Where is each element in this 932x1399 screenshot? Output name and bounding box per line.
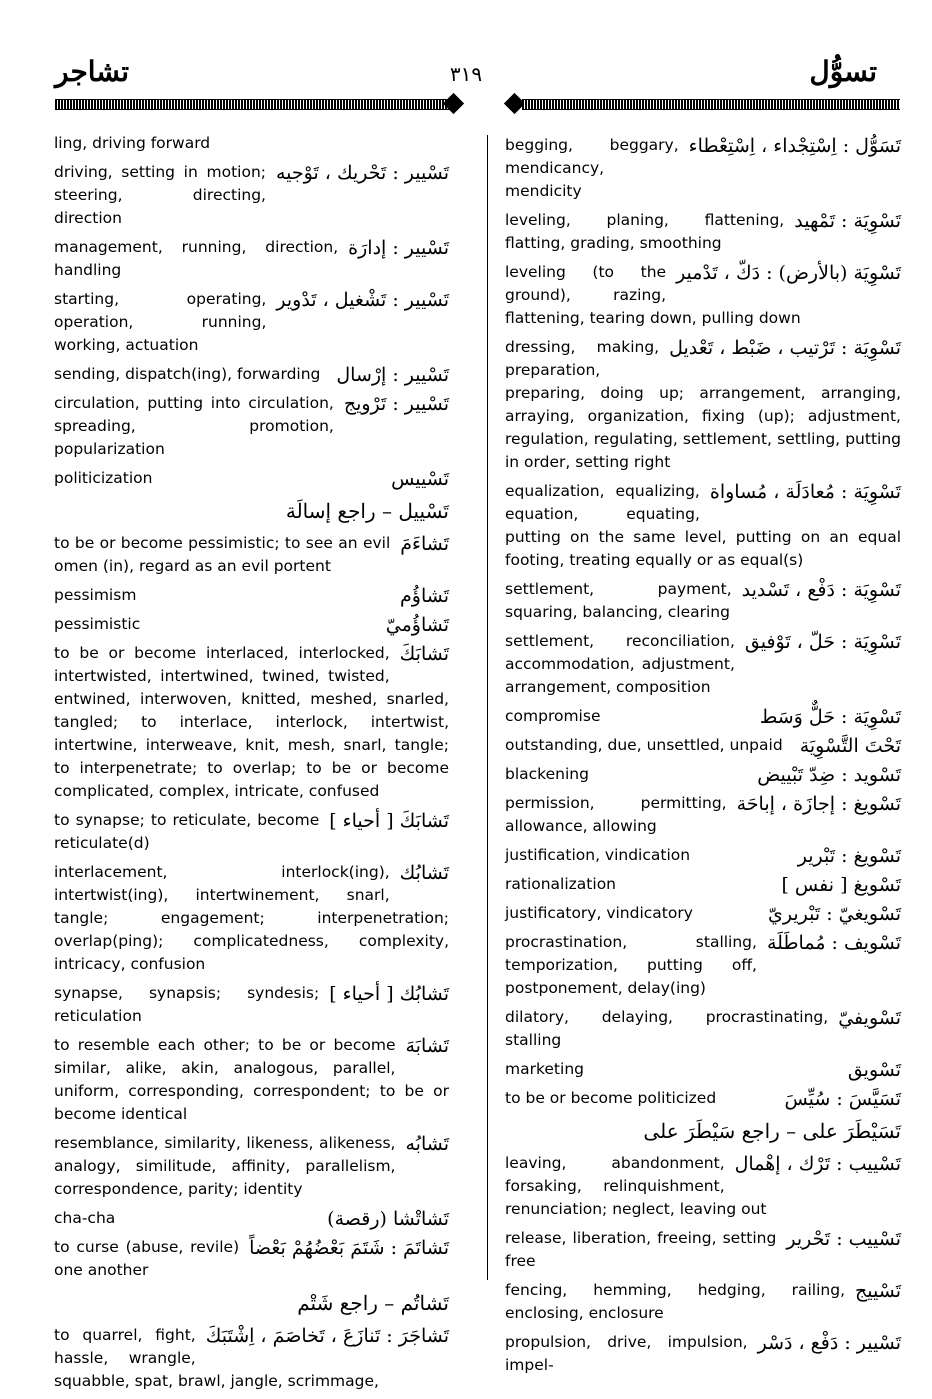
english-definition: resemblance, similarity, likeness, alikeness, analogy, similitude, affinity, parallelism, correspondence, parity; identity <box>54 1134 396 1198</box>
page-number: ٣١٩ <box>449 62 483 86</box>
english-definition: sending, dispatch(ing), forwarding <box>54 365 321 383</box>
dictionary-entry <box>54 363 449 386</box>
dictionary-entry <box>54 1132 449 1201</box>
english-definition: politicization <box>54 469 153 487</box>
arabic-headword: تَسْيير : تَرْويج <box>343 393 449 415</box>
english-definition: fencing, hemming, hedging, railing, enclosing, enclosure <box>505 1281 846 1322</box>
cross-reference-entry: تَسْييل – راجع إسالَة <box>285 499 449 523</box>
arabic-headword: تَسْيير : تَشْغيل ، تَدْوير <box>276 289 449 311</box>
dictionary-entry <box>505 578 901 624</box>
arabic-headword: تَشابَكَ <box>399 643 449 665</box>
dictionary-entry <box>505 734 901 757</box>
arabic-headword: تَسْييج <box>855 1280 901 1302</box>
dictionary-entry <box>54 642 449 803</box>
arabic-headword: تَسْويغ : إجازَة ، إباحَة <box>736 793 901 815</box>
dictionary-entry <box>505 630 901 699</box>
english-definition: compromise <box>505 707 601 725</box>
arabic-headword: تَشاتَمَ : شَتَمَ بَعْضُهُمْ بَعْضاً <box>249 1237 449 1259</box>
english-definition: dressing, making, preparation, preparing, doing up; arrangement, arranging, arraying, organization, fixing (up); adjustment, regulation, regulating, settlement, settling, putting in order, setting right <box>505 338 901 471</box>
dictionary-entry <box>505 261 901 330</box>
arabic-headword: تَسْويغ : تَبْرير <box>797 845 901 867</box>
dictionary-entry <box>54 467 449 490</box>
right-column <box>505 134 901 1383</box>
arabic-headword: تَسْيير : دَفْع ، دَسْر <box>757 1332 901 1354</box>
english-definition: leveling (to the ground), razing, flattening, tearing down, pulling down <box>505 263 801 327</box>
dictionary-entry <box>505 931 901 1000</box>
arabic-headword: تَشاتْشا (رقصة) <box>327 1208 449 1230</box>
english-definition: driving, setting in motion; steering, directing, direction <box>54 163 266 227</box>
english-definition: to quarrel, fight, hassle, wrangle, squabble, spat, brawl, jangle, scrimmage, <box>54 1326 379 1390</box>
dictionary-entry <box>505 1227 901 1273</box>
arabic-headword: تَشاجَرَ : تَنازَعَ ، تَخاصَمَ ، اِشْتَبَكَ <box>205 1325 449 1347</box>
english-definition: dilatory, delaying, procrastinating, stalling <box>505 1008 829 1049</box>
english-definition: ling, driving forward <box>54 134 211 152</box>
arabic-headword: تَشاؤُم <box>400 585 449 607</box>
dictionary-entry <box>54 861 449 976</box>
dictionary-entry <box>505 480 901 572</box>
dictionary-entry <box>54 392 449 461</box>
english-definition: rationalization <box>505 875 616 893</box>
header-rule-right <box>522 99 900 110</box>
arabic-headword: تَشابُك <box>399 862 449 884</box>
header-rule-left <box>55 99 449 110</box>
dictionary-entry <box>505 902 901 925</box>
arabic-headword: تَسْييب : تَحْرير <box>786 1228 901 1250</box>
arabic-headword: تَشاءَمَ <box>400 533 449 555</box>
dictionary-entry <box>505 134 901 203</box>
english-definition: equalization, equalizing, equation, equating, putting on the same level, putting on an equal footing, treating equally or as equal(s) <box>505 482 901 569</box>
arabic-headword: تَسْويفيّ <box>838 1007 901 1029</box>
arabic-headword: تَسَيَّسَ : سُيِّسَ <box>784 1088 901 1110</box>
arabic-headword: تَسْوِيَة : تَمْهيد <box>794 210 901 232</box>
dictionary-entry <box>505 1058 901 1081</box>
english-definition: marketing <box>505 1060 584 1078</box>
arabic-headword: تَشابُه <box>405 1133 449 1155</box>
arabic-headword: تَشاؤُميّ <box>385 614 449 636</box>
arabic-headword: تَسَوُّل : اِسْتِجْداء ، اِسْتِعْطاء <box>688 135 901 157</box>
english-definition: justificatory, vindicatory <box>505 904 693 922</box>
arabic-headword: تَسْوِيَة : حَلٌّ وَسَط <box>759 706 901 728</box>
dictionary-entry <box>54 584 449 607</box>
english-definition: management, running, direction, handling <box>54 238 339 279</box>
english-definition: outstanding, due, unsettled, unpaid <box>505 736 783 754</box>
dictionary-entry <box>54 132 449 155</box>
arabic-headword: تَسْييب : تَرْك ، إهْمال <box>734 1153 901 1175</box>
dictionary-entry <box>54 1207 449 1230</box>
left-column <box>54 132 449 1399</box>
dictionary-entry <box>505 1087 901 1110</box>
dictionary-entry <box>505 336 901 474</box>
dictionary-entry <box>505 792 901 838</box>
dictionary-entry <box>505 844 901 867</box>
arabic-headword: تَسْوِيَة (بالأرض) : دَكّ ، تَدْمير <box>676 262 901 284</box>
dictionary-entry <box>505 1331 901 1377</box>
cross-reference-entry: تَسَيْطَرَ على – راجع سَيْطَرَ على <box>643 1119 901 1143</box>
english-definition: to resemble each other; to be or become similar, alike, akin, analogous, parallel, uniform, corresponding, correspondent; to be or become identical <box>54 1036 449 1123</box>
english-definition: circulation, putting into circulation, spreading, promotion, popularization <box>54 394 334 458</box>
dictionary-entry <box>54 1034 449 1126</box>
dictionary-entry <box>505 763 901 786</box>
english-definition: procrastination, stalling, temporization, putting off, postponement, delay(ing) <box>505 933 757 997</box>
english-definition: leaving, abandonment, forsaking, relinquishment, renunciation; neglect, leaving out <box>505 1154 767 1218</box>
cross-reference-entry: تَشاتُم – راجع شَتْم <box>297 1291 449 1315</box>
arabic-headword: تَحْتَ التَّسْوِيَة <box>799 735 901 757</box>
english-definition: permission, permitting, allowance, allowing <box>505 794 727 835</box>
english-definition: to be or become interlaced, interlocked, intertwisted, intertwined, twined, twisted, entwined, interwoven, knitted, meshed, snarled, tangled; to interlace, interlock, intertwist, intertwine, interweave, knit, mesh, snarl, tangle; to interpenetrate; to overlap; to be or become complicated, complex, intricate, confused <box>54 644 449 800</box>
english-definition: leveling, planing, flattening, flatting, grading, smoothing <box>505 211 785 252</box>
english-definition: begging, beggary, mendicancy, mendicity <box>505 136 679 200</box>
english-definition: starting, operating, operation, running, working, actuation <box>54 290 267 354</box>
dictionary-entry <box>54 1236 449 1282</box>
arabic-headword: تَسْيير : تَحْريك ، تَوْجيه <box>276 162 449 184</box>
english-definition: blackening <box>505 765 589 783</box>
english-definition: to be or become politicized <box>505 1089 717 1107</box>
arabic-headword: تَسْوِيَة : تَرْتيب ، ضَبْط ، تَعْديل <box>669 337 901 359</box>
dictionary-entry <box>505 705 901 728</box>
arabic-headword: تَسْويغيّ : تَبْريريّ <box>768 903 901 925</box>
dictionary-entry <box>505 1279 901 1325</box>
english-definition: justification, vindication <box>505 846 691 864</box>
english-definition: pessimistic <box>54 615 141 633</box>
arabic-headword: تَسْيير : إرْسال <box>336 364 449 386</box>
dictionary-entry <box>54 809 449 855</box>
dictionary-entry <box>505 1152 901 1221</box>
english-definition: propulsion, drive, impulsion, impel- <box>505 1333 748 1374</box>
english-definition: settlement, payment, squaring, balancing, clearing <box>505 580 732 621</box>
english-definition: to curse (abuse, revile) one another <box>54 1238 240 1279</box>
arabic-headword: تَشابُك [ أحياء ] <box>329 983 449 1005</box>
dictionary-entry <box>505 873 901 896</box>
arabic-headword: تَسْويف : مُماطَلَة <box>766 932 901 954</box>
dictionary-entry <box>54 236 449 282</box>
arabic-headword: تَشابَكَ [ أحياء ] <box>329 810 449 832</box>
arabic-headword: تَشابَهَ <box>405 1035 449 1057</box>
arabic-headword: تَسْوِيَة : دَفْع ، تَسْديد <box>741 579 901 601</box>
english-definition: synapse, synapsis; syndesis; reticulation <box>54 984 320 1025</box>
english-definition: settlement, reconciliation, accommodation, adjustment, arrangement, composition <box>505 632 735 696</box>
arabic-headword: تَسْييس <box>391 468 449 490</box>
column-divider <box>487 135 488 1280</box>
arabic-headword: تَسْويغ [ نفس ] <box>781 874 901 896</box>
arabic-headword: تَسْيير : إدارَة <box>348 237 449 259</box>
arabic-headword: تَسْوِيَة : حَلّ ، تَوْفيق <box>744 631 901 653</box>
header-guide-word-right: تسوُّل <box>809 55 877 88</box>
english-definition: to be or become pessimistic; to see an evil omen (in), regard as an evil portent <box>54 534 391 575</box>
dictionary-entry <box>54 982 449 1028</box>
dictionary-entry <box>54 288 449 357</box>
header-guide-word-left: تشاجر <box>55 55 130 88</box>
english-definition: to synapse; to reticulate, become reticulate(d) <box>54 811 320 852</box>
english-definition: release, liberation, freeing, setting free <box>505 1229 777 1270</box>
dictionary-entry <box>505 1006 901 1052</box>
arabic-headword: تَسْوِيَة : مُعادَلَة ، مُساواة <box>709 481 901 503</box>
arabic-headword: تَسْويق <box>847 1059 901 1081</box>
english-definition: pessimism <box>54 586 137 604</box>
dictionary-entry <box>54 161 449 230</box>
english-definition: interlacement, interlock(ing), intertwist(ing), intertwinement, snarl, tangle; engagement; interpenetration; overlap(ping); complicatedness, complexity, intricacy, confusion <box>54 863 449 973</box>
english-definition: cha-cha <box>54 1209 116 1227</box>
diamond-ornament-left <box>443 93 464 114</box>
dictionary-entry <box>54 1324 449 1393</box>
dictionary-entry <box>54 613 449 636</box>
dictionary-entry <box>54 532 449 578</box>
arabic-headword: تَسْويد : ضِدّ تَبْييض <box>757 764 901 786</box>
dictionary-entry <box>505 209 901 255</box>
